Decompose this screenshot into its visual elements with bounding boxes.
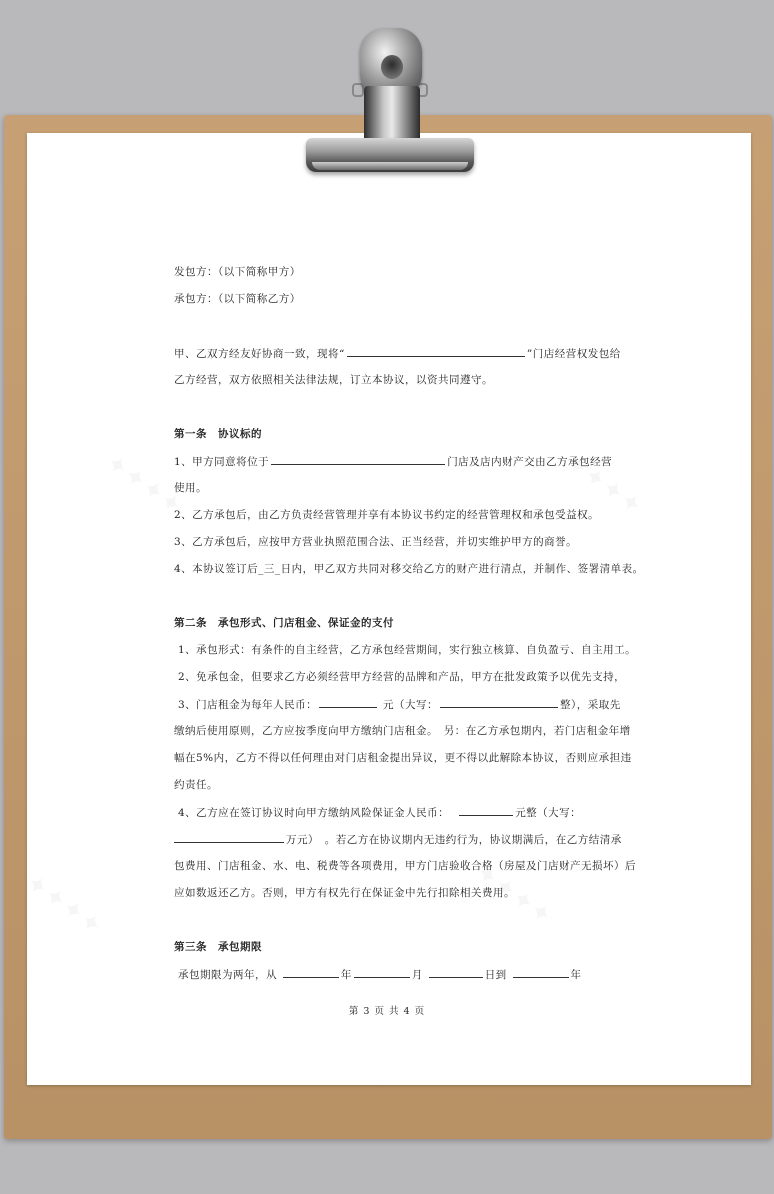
article-2-item-3-cont-2: 幅在5%内，乙方不得以任何理由对门店租金提出异议，更不得以此解除本协议，否则应承担违 <box>174 752 632 764</box>
article-1-title: 第一条 协议标的 <box>174 428 262 440</box>
intro-text-a: 甲、乙双方经友好协商一致，现将“ <box>174 348 345 360</box>
rent-words-blank <box>440 696 558 708</box>
art3-day-to-label: 日到 <box>484 969 507 981</box>
article-2-item-2: 2、免承包金，但要求乙方必须经营甲方经营的品牌和产品，甲方在批发政策予以优先支持， <box>178 671 626 683</box>
article-1-item-3: 3、乙方承包后，应按甲方营业执照范围合法、正当经营，并切实维护甲方的商誉。 <box>174 536 578 548</box>
clip-plate-edge <box>312 162 468 170</box>
store-name-blank <box>347 345 525 357</box>
intro-text-b: ”门店经营权发包给 <box>526 348 621 360</box>
art3-year-label: 年 <box>340 969 352 981</box>
deposit-amount-blank <box>459 804 513 816</box>
article-1-item-1-cont: 使用。 <box>174 482 207 494</box>
art2-3-text-a: 3、门店租金为每年人民币： <box>178 699 318 711</box>
art2-3-text-b: 元（大写： <box>383 699 439 711</box>
art2-4-text-b: 元整（大写： <box>515 807 582 819</box>
article-1-item-4: 4、本协议签订后_三_日内，甲乙双方共同对移交给乙方的财产进行清点，并制作、签署清单表。 <box>174 563 644 575</box>
clip-arm <box>364 86 420 142</box>
art2-3-text-c: 整），采取先 <box>560 699 621 711</box>
article-2-item-4-cont-3: 应如数返还乙方。否则，甲方有权先行在保证金中先行扣除相关费用。 <box>174 887 515 899</box>
art1-1-text-b: 门店及店内财产交由乙方承包经营 <box>447 456 613 468</box>
art2-4-text-c: 万元） 。若乙方在协议期内无违约行为，协议期满后，在乙方结清承 <box>286 834 622 846</box>
rent-amount-blank <box>319 696 377 708</box>
art3-year2-label: 年 <box>570 969 582 981</box>
article-1-item-1 <box>174 453 612 469</box>
article-2-item-4 <box>178 804 581 820</box>
page-number: 第 3 页 共 4 页 <box>348 1006 426 1017</box>
art1-1-text-a: 1、甲方同意将位于 <box>174 456 270 468</box>
document-page <box>27 133 751 1085</box>
store-location-blank <box>271 453 445 465</box>
party-b: 承包方：（以下简称乙方） <box>174 293 301 305</box>
article-2-item-3 <box>178 696 621 712</box>
article-2-item-3-cont-1: 缴纳后使用原则，乙方应按季度向甲方缴纳门店租金。 另：在乙方承包期内，若门店租金年增 <box>174 725 631 737</box>
start-day-blank <box>429 966 483 978</box>
art3-month-label: 月 <box>411 969 423 981</box>
party-a: 发包方：（以下简称甲方） <box>174 266 301 278</box>
article-2-item-1: 1、承包形式：有条件的自主经营，乙方承包经营期间，实行独立核算、自负盈亏、自主用工。 <box>178 644 637 656</box>
clip-hole <box>381 55 403 79</box>
start-month-blank <box>354 966 410 978</box>
intro-line-2: 乙方经营，双方依照相关法律法规，订立本协议，以资共同遵守。 <box>174 374 493 386</box>
deposit-words-blank <box>174 831 284 843</box>
article-2-item-3-cont-3: 约责任。 <box>174 779 218 791</box>
article-2-title: 第二条 承包形式、门店租金、保证金的支付 <box>174 617 394 629</box>
intro-line-1 <box>174 345 621 361</box>
article-1-item-2: 2、乙方承包后，由乙方负责经营管理并享有本协议书约定的经营管理权和承包受益权。 <box>174 509 600 521</box>
article-2-item-4-cont-2: 包费用、门店租金、水、电、税费等各项费用，甲方门店验收合格（房屋及门店财产无损坏）后 <box>174 860 636 872</box>
art3-1-text-a: 承包期限为两年，从 <box>178 969 277 981</box>
end-year-blank <box>513 966 569 978</box>
art2-4-text-a: 4、乙方应在签订协议时向甲方缴纳风险保证金人民币： <box>178 807 450 819</box>
article-3-title: 第三条 承包期限 <box>174 941 262 953</box>
start-year-blank <box>283 966 339 978</box>
article-3-item-1 <box>178 966 582 982</box>
article-2-item-4-cont-1 <box>174 831 622 847</box>
